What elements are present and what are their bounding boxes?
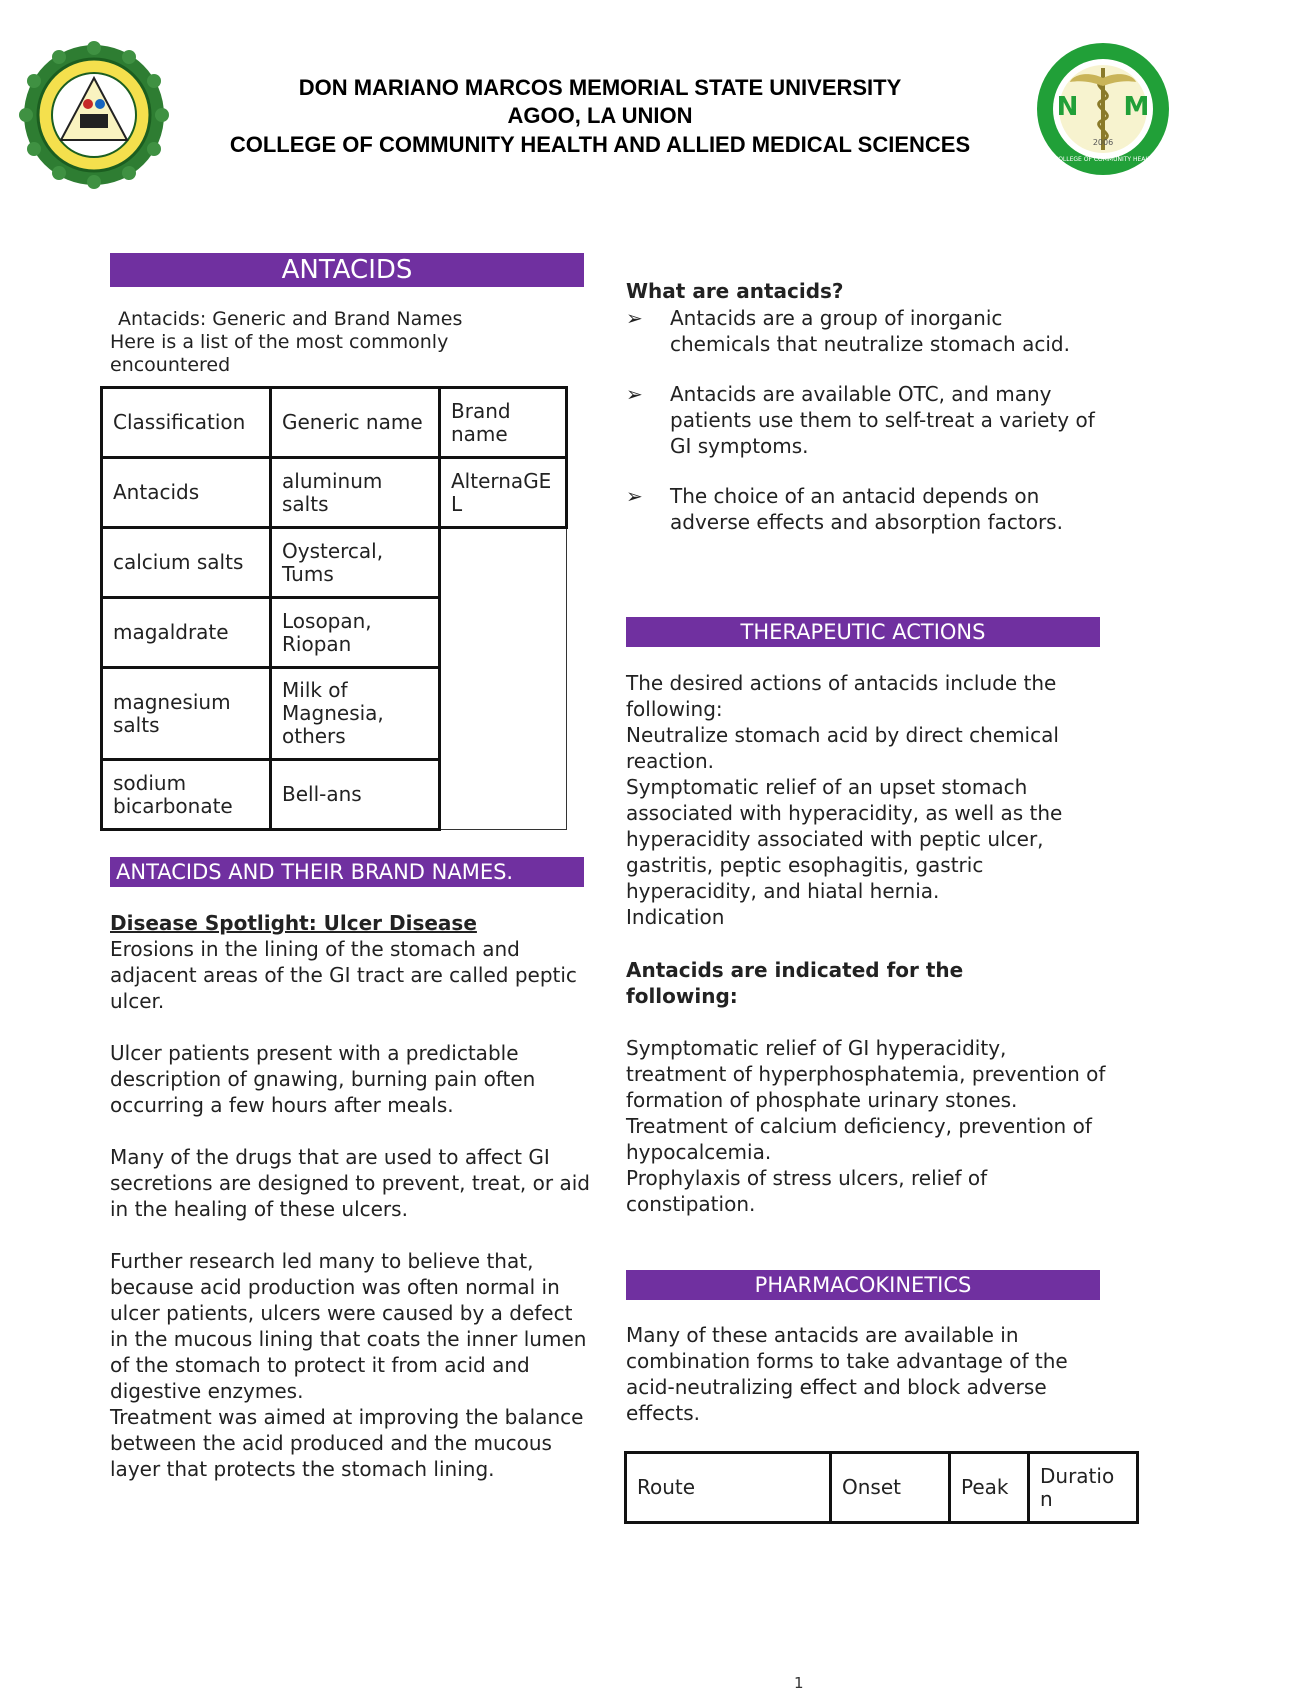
therapeutic-paragraph: Neutralize stomach acid by direct chemical reaction. (626, 723, 1059, 773)
table-empty-cell (440, 528, 567, 830)
table-cell: Bell-ans (271, 760, 440, 830)
bullet-list (626, 305, 1106, 535)
arrow-bullet-icon: ➢ (626, 484, 643, 508)
list-item (626, 381, 1106, 459)
antacid-bullets (626, 305, 1106, 559)
table-header-cell: Classification (102, 388, 271, 458)
arrow-bullet-icon: ➢ (626, 306, 643, 330)
brand-table-grid (100, 386, 568, 831)
table-header-row (102, 388, 567, 458)
intro-line-2: Here is a list of the most commonly (110, 331, 449, 353)
therapeutic-actions-bar: THERAPEUTIC ACTIONS (626, 617, 1100, 647)
table-header-cell: Peak (950, 1453, 1029, 1523)
indications-text (626, 1035, 1106, 1217)
intro-line-3: encountered (110, 354, 231, 376)
spotlight-paragraph: Ulcer patients present with a predictable description of gnawing, burning pain often occurring a few hours after meals. (110, 1041, 536, 1117)
spotlight-title: Disease Spotlight: Ulcer Disease (110, 911, 477, 935)
table-cell: Milk of Magnesia, others (271, 668, 440, 760)
bullet-text: Antacids are available OTC, and many patients use them to self-treat a variety of GI symptoms. (670, 382, 1095, 458)
list-item (626, 483, 1106, 535)
table-header-cell: Route (626, 1453, 831, 1523)
intro-line-1: Antacids: Generic and Brand Names (118, 308, 463, 330)
pharmacokinetics-table (624, 1451, 1139, 1524)
college-logo-letters: N M (1056, 92, 1168, 122)
pk-table-grid (624, 1451, 1139, 1524)
university-name: DON MARIANO MARCOS MEMORIAL STATE UNIVERSITY (298, 75, 902, 100)
therapeutic-intro: The desired actions of antacids include the following: (626, 671, 1057, 721)
table-cell: magnesium salts (102, 668, 271, 760)
what-are-antacids-title: What are antacids? (626, 279, 844, 303)
university-location: AGOO, LA UNION (507, 103, 693, 128)
therapeutic-paragraph: Indication (626, 905, 725, 929)
indication-paragraph: Treatment of calcium deficiency, prevention of hypocalcemia. (626, 1114, 1092, 1164)
table-cell: Oystercal, Tums (271, 528, 440, 598)
table-row (102, 528, 567, 598)
brand-names-bar: ANTACIDS AND THEIR BRAND NAMES. (110, 857, 584, 887)
page-number: 1 (794, 1674, 804, 1692)
table-header-cell: Brand name (440, 388, 567, 458)
table-cell: aluminum salts (271, 458, 440, 528)
spotlight-paragraph: Further research led many to believe that, because acid production was often normal in ulcer patients, ulcers were caused by a defect in the mucous lining that coats the inner lumen of the stomach to protect it from acid and digestive enzymes. (110, 1249, 587, 1403)
antacids-title-bar: ANTACIDS (110, 253, 584, 287)
table-cell: Antacids (102, 458, 271, 528)
pharmacokinetics-text: Many of these antacids are available in combination forms to take advantage of the acid-neutralizing effect and block adverse effects. (626, 1323, 1068, 1425)
ulcer-spotlight (110, 910, 590, 1482)
indication-paragraph: Prophylaxis of stress ulcers, relief of constipation. (626, 1166, 988, 1216)
table-cell: AlternaGEL (440, 458, 567, 528)
therapeutic-actions-text (626, 670, 1106, 930)
list-item (626, 305, 1106, 357)
bullet-text: The choice of an antacid depends on adverse effects and absorption factors. (670, 484, 1063, 534)
table-cell: Losopan, Riopan (271, 598, 440, 668)
college-logo-year: 2006 (1092, 138, 1114, 147)
table-row (102, 458, 567, 528)
indication-paragraph: Symptomatic relief of GI hyperacidity, treatment of hyperphosphatemia, prevention of formation of phosphate urinary stones. (626, 1036, 1106, 1112)
table-intro (110, 308, 580, 377)
arrow-bullet-icon: ➢ (626, 382, 643, 406)
table-cell: calcium salts (102, 528, 271, 598)
college-name: COLLEGE OF COMMUNITY HEALTH AND ALLIED MEDICAL SCIENCES (229, 132, 971, 157)
college-logo-ring-text: COLLEGE OF COMMUNITY HEALTH AND ALLIED MEDICAL SCIENCES • DMMMSU-SLUC (1054, 156, 1308, 163)
bullet-text: Antacids are a group of inorganic chemicals that neutralize stomach acid. (670, 306, 1070, 356)
table-header-cell: Generic name (271, 388, 440, 458)
table-cell: sodium bicarbonate (102, 760, 271, 830)
spotlight-paragraph: Treatment was aimed at improving the balance between the acid produced and the mucous layer that protects the stomach lining. (110, 1405, 584, 1481)
table-cell: magaldrate (102, 598, 271, 668)
brand-table (100, 386, 568, 831)
spotlight-paragraph: Erosions in the lining of the stomach and adjacent areas of the GI tract are called peptic ulcer. (110, 937, 577, 1013)
table-header-cell: Duration (1029, 1453, 1138, 1523)
table-header-row (626, 1453, 1138, 1523)
spotlight-paragraph: Many of the drugs that are used to affect GI secretions are designed to prevent, treat, or aid in the healing of these ulcers. (110, 1145, 590, 1221)
indicated-title: Antacids are indicated for the following: (626, 958, 964, 1008)
therapeutic-paragraph: Symptomatic relief of an upset stomach associated with hyperacidity, as well as the hyperacidity associated with peptic ulcer, gastritis, peptic esophagitis, gastric hyperacidity, and hiatal hernia. (626, 775, 1063, 903)
pharmacokinetics-bar: PHARMACOKINETICS (626, 1270, 1100, 1300)
table-header-cell: Onset (831, 1453, 950, 1523)
